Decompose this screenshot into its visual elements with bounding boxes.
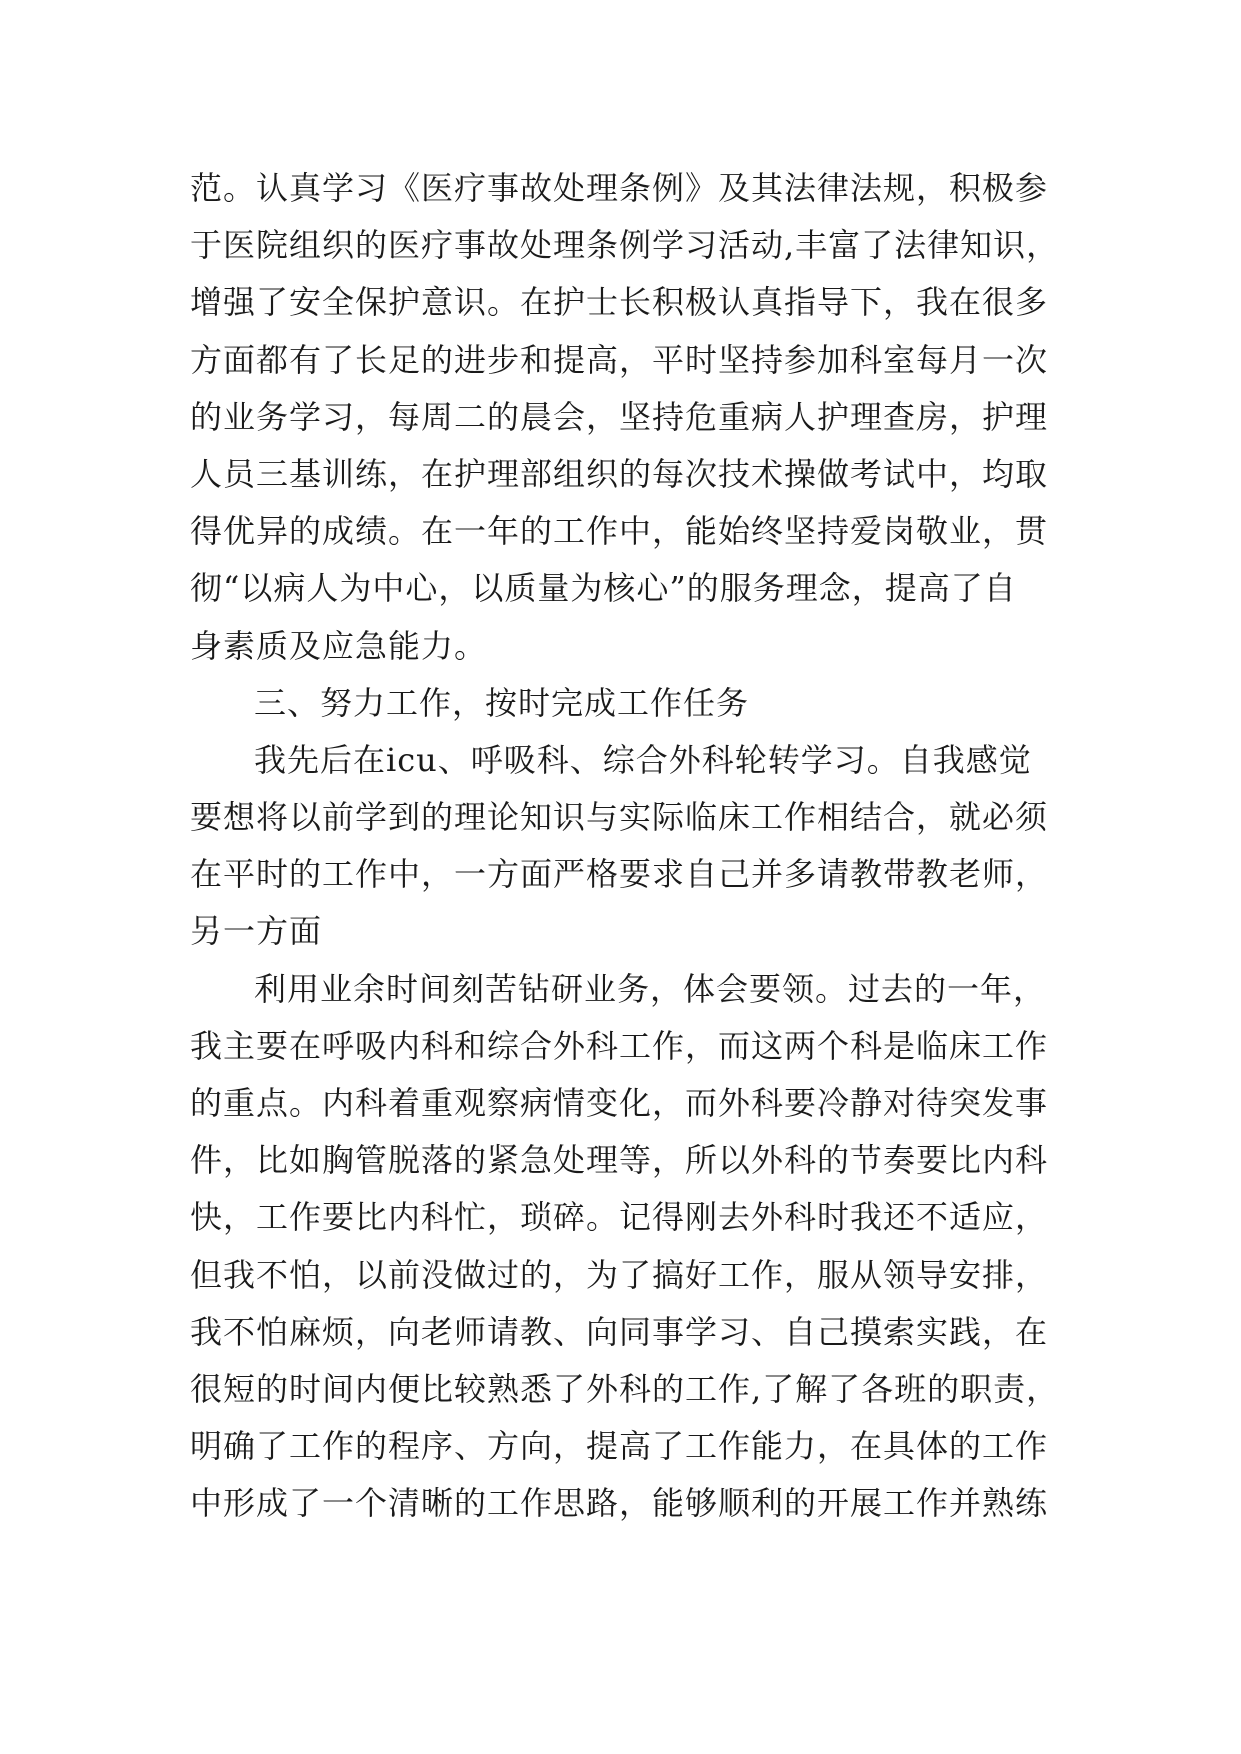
text-line: 我主要在呼吸内科和综合外科工作，而这两个科是临床工作 bbox=[190, 1026, 1049, 1065]
text-line: 我不怕麻烦，向老师请教、向同事学习、自己摸索实践，在 bbox=[190, 1312, 1049, 1351]
text-line: 的业务学习，每周二的晨会，坚持危重病人护理查房，护理 bbox=[190, 397, 1049, 436]
text-line: 但我不怕，以前没做过的，为了搞好工作，服从领导安排， bbox=[190, 1255, 1049, 1294]
text-line: 身素质及应急能力。 bbox=[190, 626, 488, 665]
text-line: 我先后在icu、呼吸科、综合外科轮转学习。自我感觉 bbox=[254, 740, 1032, 779]
text-line: 于医院组织的医疗事故处理条例学习活动,丰富了法律知识， bbox=[190, 226, 1060, 265]
text-line: 增强了安全保护意识。在护士长积极认真指导下，我在很多 bbox=[190, 283, 1049, 322]
text-line: 在平时的工作中，一方面严格要求自己并多请教带教老师， bbox=[190, 855, 1049, 894]
text-line: 另一方面 bbox=[190, 912, 323, 951]
text-line: 彻“以病人为中心，以质量为核心”的服务理念，提高了自 bbox=[190, 569, 1017, 608]
text-line: 三、努力工作，按时完成工作任务 bbox=[254, 683, 750, 722]
body-text bbox=[190, 160, 1090, 1533]
text-line: 的重点。内科着重观察病情变化，而外科要冷静对待突发事 bbox=[190, 1084, 1049, 1122]
text-line: 要想将以前学到的理论知识与实际临床工作相结合，就必须 bbox=[190, 798, 1049, 837]
text-line: 件，比如胸管脱落的紧急处理等，所以外科的节奏要比内科 bbox=[190, 1141, 1049, 1180]
text-line: 方面都有了长足的进步和提高，平时坚持参加科室每月一次 bbox=[190, 340, 1049, 379]
text-line: 得优异的成绩。在一年的工作中，能始终坚持爱岗敬业，贯 bbox=[190, 512, 1049, 551]
text-line: 人员三基训练，在护理部组织的每次技术操做考试中，均取 bbox=[190, 454, 1049, 493]
text-line: 明确了工作的程序、方向，提高了工作能力，在具体的工作 bbox=[190, 1427, 1049, 1466]
text-line: 很短的时间内便比较熟悉了外科的工作,了解了各班的职责， bbox=[190, 1369, 1060, 1408]
text-line: 中形成了一个清晰的工作思路，能够顺利的开展工作并熟练 bbox=[190, 1484, 1049, 1523]
text-line: 快，工作要比内科忙，琐碎。记得刚去外科时我还不适应， bbox=[190, 1198, 1049, 1237]
text-line: 利用业余时间刻苦钻研业务，体会要领。过去的一年， bbox=[254, 969, 1047, 1008]
text-line: 范。认真学习《医疗事故处理条例》及其法律法规，积极参 bbox=[190, 169, 1049, 207]
